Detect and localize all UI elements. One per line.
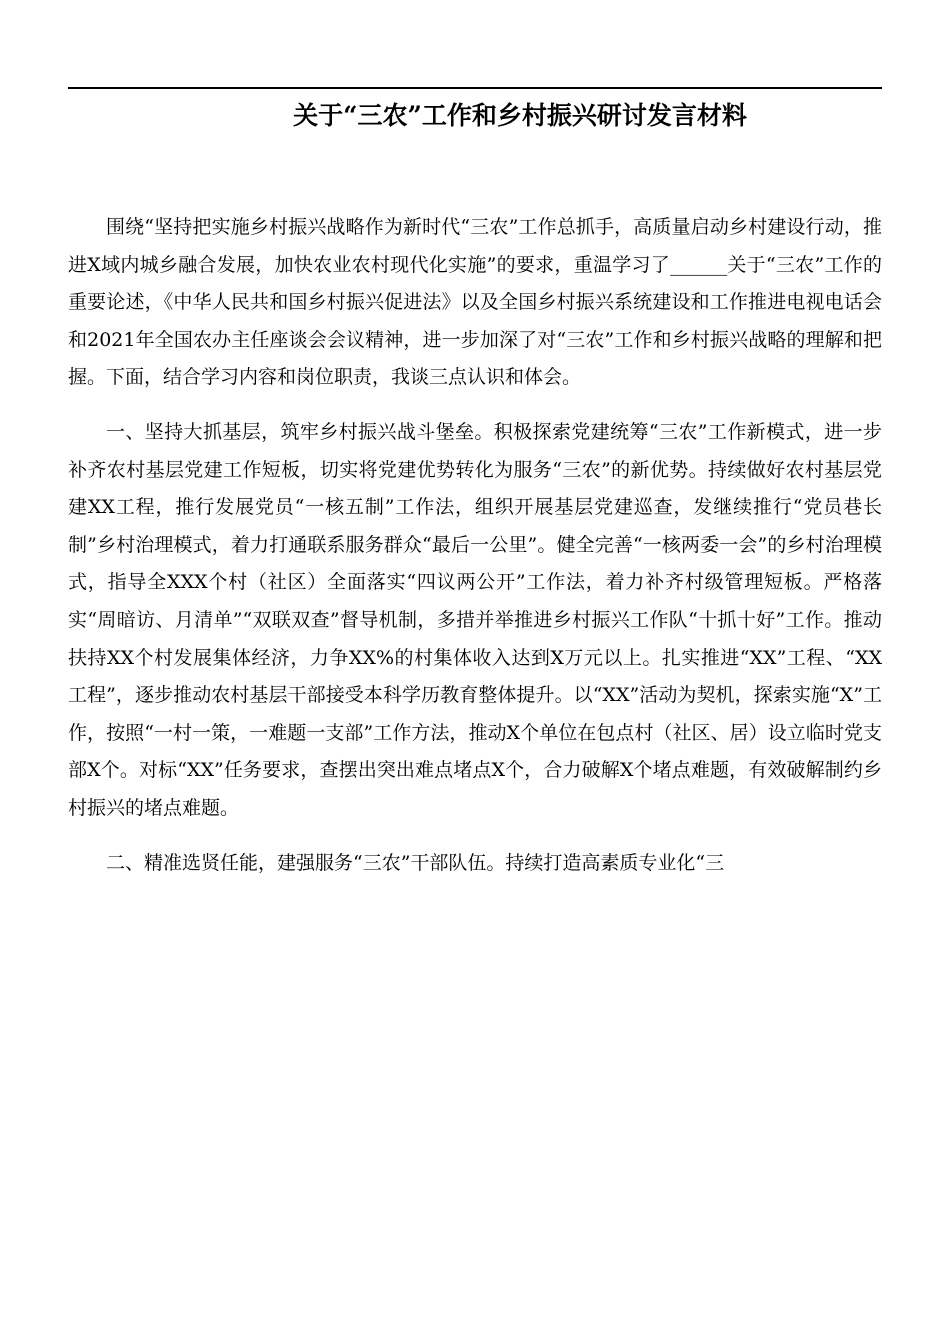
document-body: [68, 209, 882, 882]
header-rule: [68, 87, 882, 89]
paragraph-intro: 围绕“坚持把实施乡村振兴战略作为新时代“三农”工作总抓手，高质量启动乡村建设行动，推进X域内城乡融合发展，加快农业农村现代化实施”的要求，重温学习了______关于“三农”工作的重要论述，《中华人民共和国乡村振兴促进法》以及全国乡村振兴系统建设和工作推进电视电话会和2021年全国农办主任座谈会会议精神，进一步加深了对“三农”工作和乡村振兴战略的理解和把握。下面，结合学习内容和岗位职责，我谈三点认识和体会。: [68, 216, 882, 389]
paragraph-section-one: 一、坚持大抓基层，筑牢乡村振兴战斗堡垒。积极探索党建统筹“三农”工作新模式，进一步补齐农村基层党建工作短板，切实将党建优势转化为服务“三农”的新优势。持续做好农村基层党建XX工程，推行发展党员“一核五制”工作法，组织开展基层党建巡查，发继续推行“党员巷长制”乡村治理模式，着力打通联系服务群众“最后一公里”。健全完善“一核两委一会”的乡村治理模式，指导全XXX个村（社区）全面落实“四议两公开”工作法，着力补齐村级管理短板。严格落实“周暗访、月清单”“双联双查”督导机制，多措并举推进乡村振兴工作队“十抓十好”工作。推动扶持XX个村发展集体经济，力争XX%的村集体收入达到X万元以上。扎实推进“XX”工程、“XX工程”，逐步推动农村基层干部接受本科学历教育整体提升。以“XX”活动为契机，探索实施“X”工作，按照“一村一策，一难题一支部”工作方法，推动X个单位在包点村（社区、居）设立临时党支部X个。对标“XX”任务要求，查摆出突出难点堵点X个，合力破解X个堵点难题，有效破解制约乡村振兴的堵点难题。: [68, 420, 882, 819]
paragraph-section-two: 二、精准选贤任能，建强服务“三农”干部队伍。持续打造高素质专业化“三: [106, 851, 725, 874]
document-title: 关于“三农”工作和乡村振兴研讨发言材料: [293, 101, 747, 130]
